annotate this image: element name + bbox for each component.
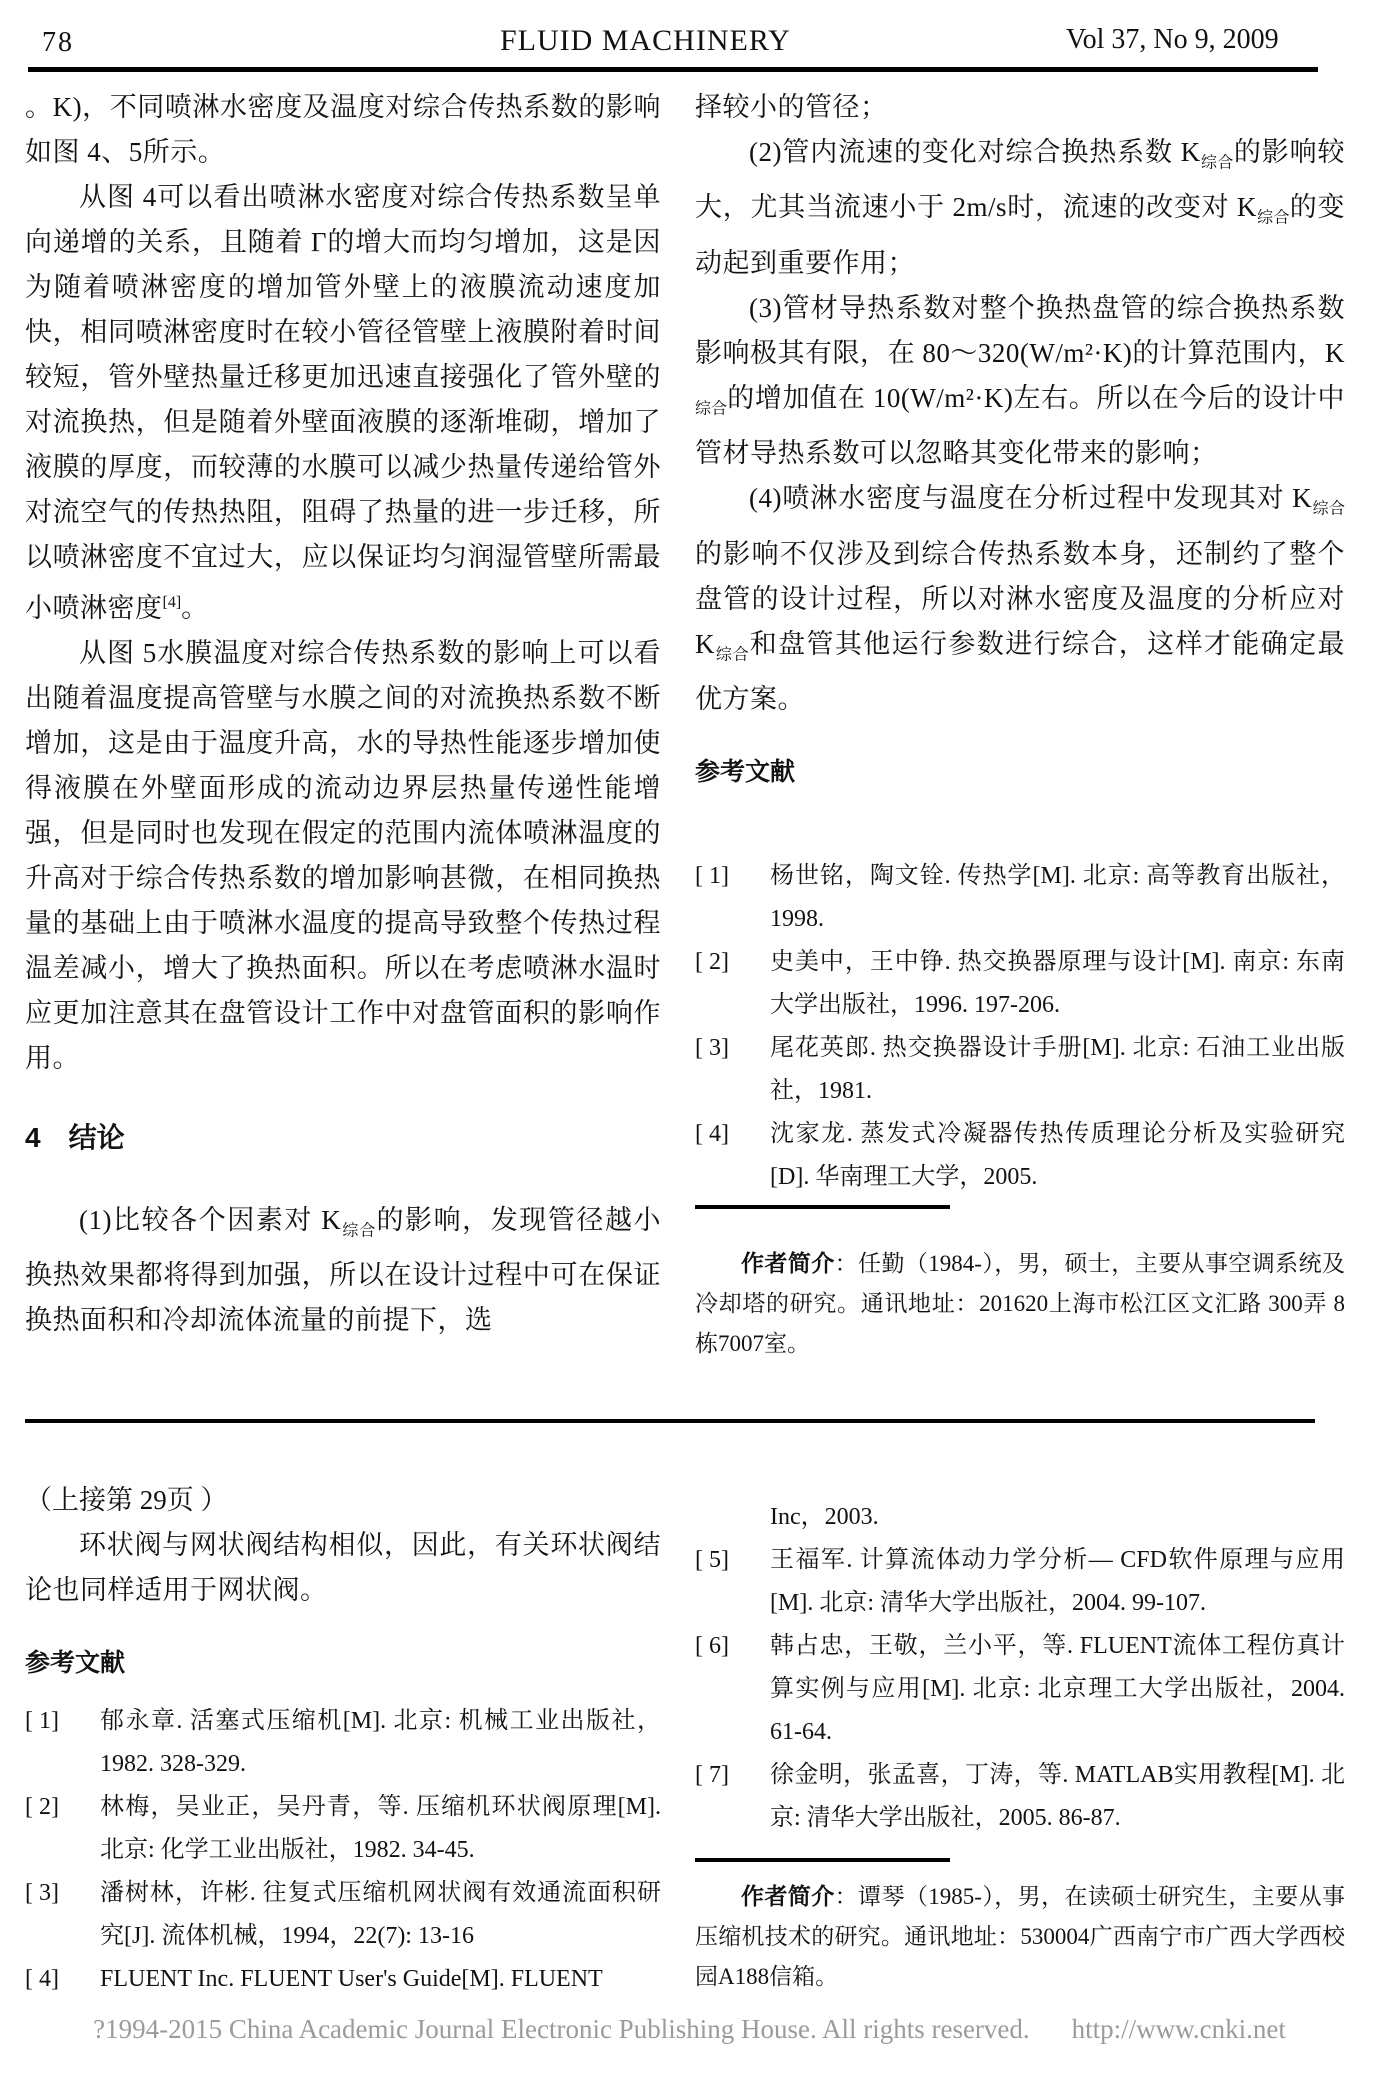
paragraph-continuation: 。K)，不同喷淋水密度及温度对综合传热系数的影响如图 4、5所示。 (25, 92, 661, 167)
journal-title: FLUID MACHINERY (500, 24, 791, 57)
conclusion-item-4: (4)喷淋水密度与温度在分析过程中发现其对 $K_{综合}$的影响不仅涉及到综合传热系数本身，还制约了整个盘管的设计过程，所以对淋水密度及温度的分析应对 $K_{综合}$和盘管其他运行参数进行综合，这样才能确定最优方案。 (695, 483, 1345, 714)
author-bio-divider (695, 1205, 950, 1209)
conclusion-item-3: (3)管材导热系数对整个换热盘管的综合换热系数影响极其有限，在 80～320(W/m²·K)的计算范围内，$K_{综合}$的增加值在 10(W/m²·K)左右。所以在今后的设计中管材导热系数可以忽略其变化带来的影响； (695, 292, 1345, 469)
cnki-footer (0, 2012, 1379, 2046)
reference-text: Inc，2003. (770, 1504, 879, 1530)
bottom-left-column (25, 1478, 661, 2001)
reference-label: [ 2] (695, 948, 729, 975)
references-heading: 参考文献 (25, 1649, 126, 1677)
reference-continuation (695, 1496, 1345, 1539)
page-number: 78 (42, 27, 74, 58)
reference-label: [ 2] (25, 1794, 59, 1820)
reference-label: [ 4] (25, 1966, 59, 1992)
author-bio-divider (695, 1858, 950, 1862)
k-subscript: 综合 (1312, 500, 1345, 518)
paragraph: 从图 4可以看出喷淋水密度对综合传热系数呈单向递增的关系，且随着 Γ的增大而均匀增加，这是因为随着喷淋密度的增加管外壁上的液膜流动速度加快，相同喷淋密度时在较小管径管壁上液膜附着时间较短，管外壁热量迁移更加迅速直接强化了管外壁的对流换热，但是随着外壁面液膜的逐渐堆砌，增加了液膜的厚度，而较薄的水膜可以减少热量传递给管外对流空气的传热热阻，阻碍了热量的进一步迁移，所以喷淋密度不宜过大，应以保证均匀润湿管壁所需最小喷淋密度[4]。 (25, 182, 661, 623)
reference-label: [ 1] (695, 862, 729, 889)
paragraph-continuation: 择较小的管径； (695, 92, 888, 122)
paragraph: 环状阀与网状阀结构相似，因此，有关环状阀结论也同样适用于网状阀。 (25, 1530, 661, 1605)
references-list (695, 855, 1345, 1199)
footer-copyright: ?1994-2015 China Academic Journal Electronic Publishing House. All rights reserved. (93, 2014, 1030, 2044)
top-left-column (25, 85, 661, 1343)
reference-item (695, 1625, 1345, 1754)
reference-item (695, 1754, 1345, 1840)
reference-text: 林梅，吴业正，吴丹青，等. 压缩机环状阀原理[M]. 北京: 化学工业出版社，1982. 34-45. (100, 1794, 661, 1863)
bottom-right-column (695, 1478, 1345, 1997)
references-heading: 参考文献 (695, 757, 796, 786)
reference-label: [ 3] (695, 1034, 729, 1061)
reference-text: FLUENT Inc. FLUENT User's Guide[M]. FLUENT (100, 1966, 603, 1992)
reference-label: [ 7] (695, 1762, 729, 1788)
reference-item (695, 941, 1345, 1027)
reference-text: 潘树林，许彬. 往复式压缩机网状阀有效通流面积研究[J]. 流体机械，1994，22(7): 13-16 (100, 1880, 661, 1949)
reference-label: [ 1] (25, 1708, 59, 1734)
reference-item (25, 1700, 661, 1786)
author-bio: 作者简介：谭琴（1985-），男，在读硕士研究生，主要从事压缩机技术的研究。通讯地址：530004广西南宁市广西大学西校园A188信箱。 (695, 1883, 1345, 1989)
reference-label: [ 4] (695, 1120, 729, 1147)
reference-text: 尾花英郎. 热交换器设计手册[M]. 北京: 石油工业出版社，1981. (770, 1034, 1345, 1104)
reference-text: 郁永章. 活塞式压缩机[M]. 北京: 机械工业出版社，1982. 328-329. (100, 1708, 661, 1777)
k-subscript: 综合 (695, 400, 728, 418)
volume-info: Vol 37, No 9, 2009 (1066, 24, 1279, 55)
header-rule (28, 67, 1318, 72)
k-subscript: 综合 (341, 1222, 377, 1240)
citation-superscript: [4] (162, 594, 182, 611)
reference-text: 史美中，王中铮. 热交换器原理与设计[M]. 南京: 东南大学出版社，1996. 197-206. (770, 948, 1345, 1018)
reference-label: [ 5] (695, 1547, 729, 1573)
reference-item (695, 1027, 1345, 1113)
reference-text: 徐金明，张孟喜，丁涛，等. MATLAB实用教程[M]. 北京: 清华大学出版社，2005. 86-87. (770, 1762, 1345, 1831)
reference-text: 韩占忠，王敬，兰小平，等. FLUENT流体工程仿真计算实例与应用[M]. 北京: 北京理工大学出版社，2004. 61-64. (770, 1633, 1345, 1745)
author-bio: 作者简介：任勤（1984-），男，硕士，主要从事空调系统及冷却塔的研究。通讯地址：201620上海市松江区文汇路 300弄 8栋7007室。 (695, 1249, 1345, 1356)
author-bio-label: 作者简介 (741, 1883, 835, 1909)
footer-url: http://www.cnki.net (1071, 2014, 1286, 2044)
k-subscript: 综合 (1200, 154, 1234, 172)
reference-item (25, 1786, 661, 1872)
section-heading-conclusion: 4 结论 (25, 1122, 125, 1153)
reference-item (25, 1958, 661, 2001)
top-right-column (695, 85, 1345, 1364)
paragraph: 从图 5水膜温度对综合传热系数的影响上可以看出随着温度提高管壁与水膜之间的对流换热系数不断增加，这是由于温度升高，水的导热性能逐步增加使得液膜在外壁面形成的流动边界层热量传递性能增强，但是同时也发现在假定的范围内流体喷淋温度的升高对于综合传热系数的增加影响甚微，在相同换热量的基础上由于喷淋水温度的提高导致整个传热过程温差减小，增大了换热面积。所以在考虑喷淋水温时应更加注意其在盘管设计工作中对盘管面积的影响作用。 (25, 638, 661, 1073)
conclusion-item-1: (1)比较各个因素对 $K_{综合}$的影响，发现管径越小换热效果都将得到加强，所以在设计过程中可在保证换热面积和冷却流体流量的前提下，选 (25, 1205, 662, 1336)
reference-text: 王福军. 计算流体动力学分析— CFD软件原理与应用[M]. 北京: 清华大学出版社，2004. 99-107. (770, 1547, 1345, 1616)
reference-label: [ 6] (695, 1633, 729, 1659)
references-list (695, 1496, 1345, 1840)
references-list (25, 1700, 661, 2001)
reference-text: 沈家龙. 蒸发式冷凝器传热传质理论分析及实验研究[D]. 华南理工大学，2005. (770, 1120, 1345, 1190)
reference-item (695, 855, 1345, 941)
reference-text: 杨世铭，陶文铨. 传热学[M]. 北京: 高等教育出版社，1998. (770, 862, 1345, 932)
reference-item (25, 1872, 661, 1958)
k-subscript: 综合 (715, 645, 750, 663)
k-subscript: 综合 (1256, 209, 1290, 227)
reference-label (695, 1496, 770, 1539)
reference-item (695, 1539, 1345, 1625)
author-bio-label: 作者简介 (741, 1249, 835, 1276)
article-divider-rule (25, 1419, 1315, 1423)
conclusion-item-2: (2)管内流速的变化对综合换热系数 $K_{综合}$的影响较大，尤其当流速小于 2m/s时，流速的改变对 $K_{综合}$的变动起到重要作用； (695, 137, 1346, 278)
reference-item (695, 1113, 1345, 1199)
reference-label: [ 3] (25, 1880, 59, 1906)
continuation-note: （上接第 29页 ） (25, 1485, 228, 1515)
